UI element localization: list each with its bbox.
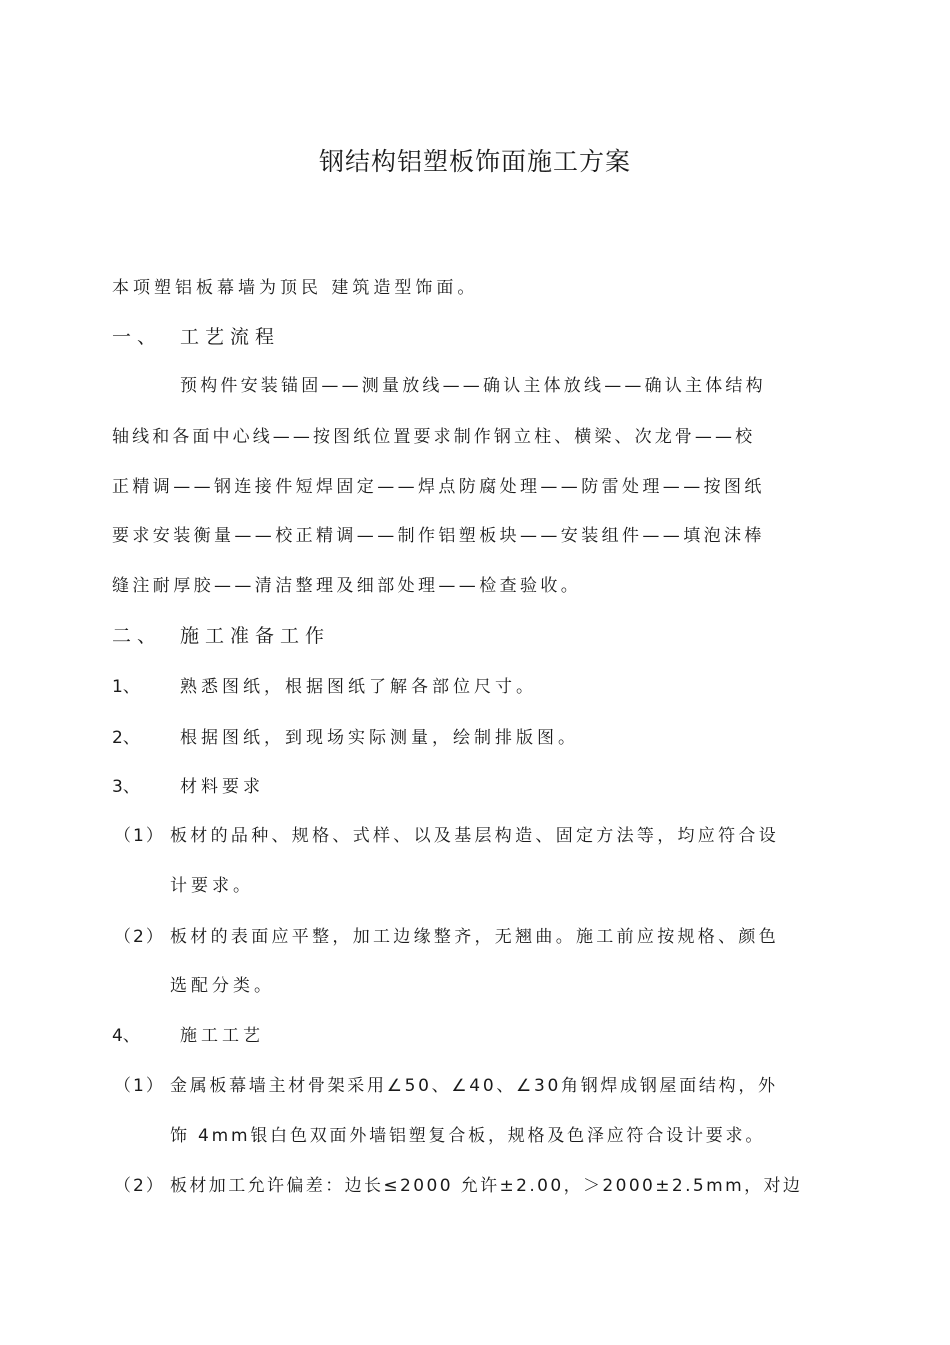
document-title: 钢结构铝塑板饰面施工方案	[318, 147, 631, 176]
item-text: 材料要求	[180, 777, 264, 797]
section1-line: 轴线和各面中心线——按图纸位置要求制作钢立柱、横梁、次龙骨——校	[112, 427, 756, 447]
subitem-line: 金属板幕墙主材骨架采用∠50、∠40、∠30角钢焊成钢屋面结构，外	[170, 1076, 778, 1096]
subitem-number: （2）	[114, 1176, 165, 1196]
subitem-line: 计要求。	[170, 876, 254, 896]
subitem-line: 饰 4mm银白色双面外墙铝塑复合板，规格及色泽应符合设计要求。	[170, 1126, 766, 1146]
subitem-number: （1）	[114, 826, 165, 846]
section1-line: 缝注耐厚胶——清洁整理及细部处理——检查验收。	[112, 576, 582, 596]
item-text: 施工工艺	[180, 1026, 264, 1046]
item-text: 根据图纸，到现场实际测量，绘制排版图。	[180, 728, 579, 748]
section1-line: 要求安装衡量——校正精调——制作铝塑板块——安装组件——填泡沫棒	[112, 526, 765, 546]
subitem-line: 板材的表面应平整，加工边缘整齐，无翘曲。施工前应按规格、颜色	[170, 927, 779, 947]
item-number: 2、	[112, 728, 140, 748]
subitem-number: （2）	[114, 927, 165, 947]
subitem-line: 板材的品种、规格、式样、以及基层构造、固定方法等，均应符合设	[170, 826, 779, 846]
item-number: 1、	[112, 677, 140, 697]
item-number: 3、	[112, 777, 140, 797]
intro-paragraph: 本项塑铝板幕墙为顶民 建筑造型饰面。	[112, 278, 479, 298]
section2-number: 二、	[112, 625, 163, 647]
section1-heading: 工艺流程	[180, 326, 281, 348]
subitem-number: （1）	[114, 1076, 165, 1096]
section2-heading: 施工准备工作	[180, 625, 331, 647]
item-number: 4、	[112, 1026, 140, 1046]
section1-line: 预构件安装锚固——测量放线——确认主体放线——确认主体结构	[180, 376, 766, 396]
section1-line: 正精调——钢连接件短焊固定——焊点防腐处理——防雷处理——按图纸	[112, 477, 765, 497]
item-text: 熟悉图纸，根据图纸了解各部位尺寸。	[180, 677, 537, 697]
subitem-line: 选配分类。	[170, 976, 275, 996]
section1-number: 一、	[112, 326, 163, 348]
subitem-line: 板材加工允许偏差：边长≤2000 允许±2.00，＞2000±2.5mm，对边	[170, 1176, 803, 1196]
